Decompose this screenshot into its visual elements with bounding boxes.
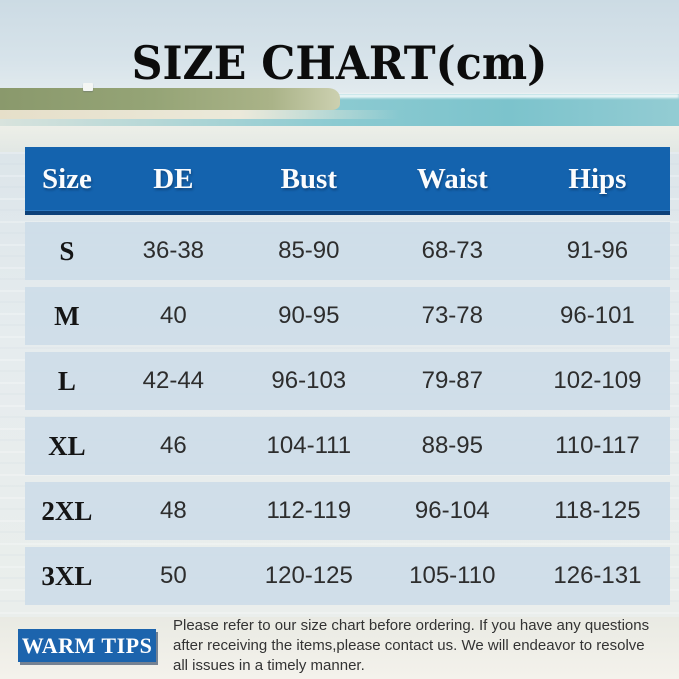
size-chart-table	[25, 147, 670, 605]
table-row-2xl	[25, 482, 670, 540]
table-row-l	[25, 352, 670, 410]
table-header-row	[25, 147, 670, 215]
de-value: 46	[159, 432, 187, 459]
size-label: L	[57, 365, 76, 396]
page-title: SIZE CHART(cm)	[131, 36, 548, 90]
hips-value: 126-131	[553, 562, 642, 589]
de-value: 42-44	[142, 367, 205, 394]
size-label: M	[54, 300, 80, 331]
column-header-waist: Waist	[416, 162, 488, 195]
bust-value: 85-90	[278, 237, 340, 264]
bust-value: 104-111	[266, 432, 352, 459]
waist-value: 96-104	[414, 497, 490, 524]
waist-value: 68-73	[421, 237, 483, 264]
bust-value: 96-103	[271, 367, 347, 394]
table-row-m	[25, 287, 670, 345]
column-header-de: DE	[153, 162, 194, 195]
column-header-bust: Bust	[280, 162, 337, 195]
bust-value: 120-125	[264, 562, 353, 589]
hips-value: 118-125	[554, 497, 641, 524]
table-row-3xl	[25, 547, 670, 605]
hips-value: 96-101	[560, 302, 635, 329]
hips-value: 110-117	[555, 432, 640, 459]
waist-value: 105-110	[409, 562, 496, 589]
waist-value: 73-78	[421, 302, 483, 329]
bust-value: 90-95	[278, 302, 340, 329]
de-value: 36-38	[142, 237, 205, 264]
table-row-s	[25, 222, 670, 280]
dune-grass	[0, 88, 340, 110]
warm-tips-badge: WARM TIPS	[18, 629, 156, 662]
bust-value: 112-119	[266, 497, 352, 524]
warm-tips-section	[18, 616, 663, 675]
de-value: 50	[159, 562, 187, 589]
column-header-hips: Hips	[568, 162, 627, 195]
column-header-size: Size	[41, 162, 92, 195]
size-label: 3XL	[41, 560, 93, 591]
hips-value: 91-96	[566, 237, 629, 264]
size-label: S	[59, 235, 75, 266]
size-label: XL	[48, 430, 86, 461]
de-value: 48	[159, 497, 187, 524]
table-row-xl	[25, 417, 670, 475]
de-value: 40	[159, 302, 187, 329]
waist-value: 79-87	[421, 367, 483, 394]
hips-value: 102-109	[553, 367, 642, 394]
size-label: 2XL	[41, 495, 93, 526]
warm-tips-text: Please refer to our size chart before ordering. If you have any questions after receiving the items,please contact us. We will endeavor to resolve all issues in a timely manner.	[173, 617, 650, 674]
waist-value: 88-95	[421, 432, 483, 459]
